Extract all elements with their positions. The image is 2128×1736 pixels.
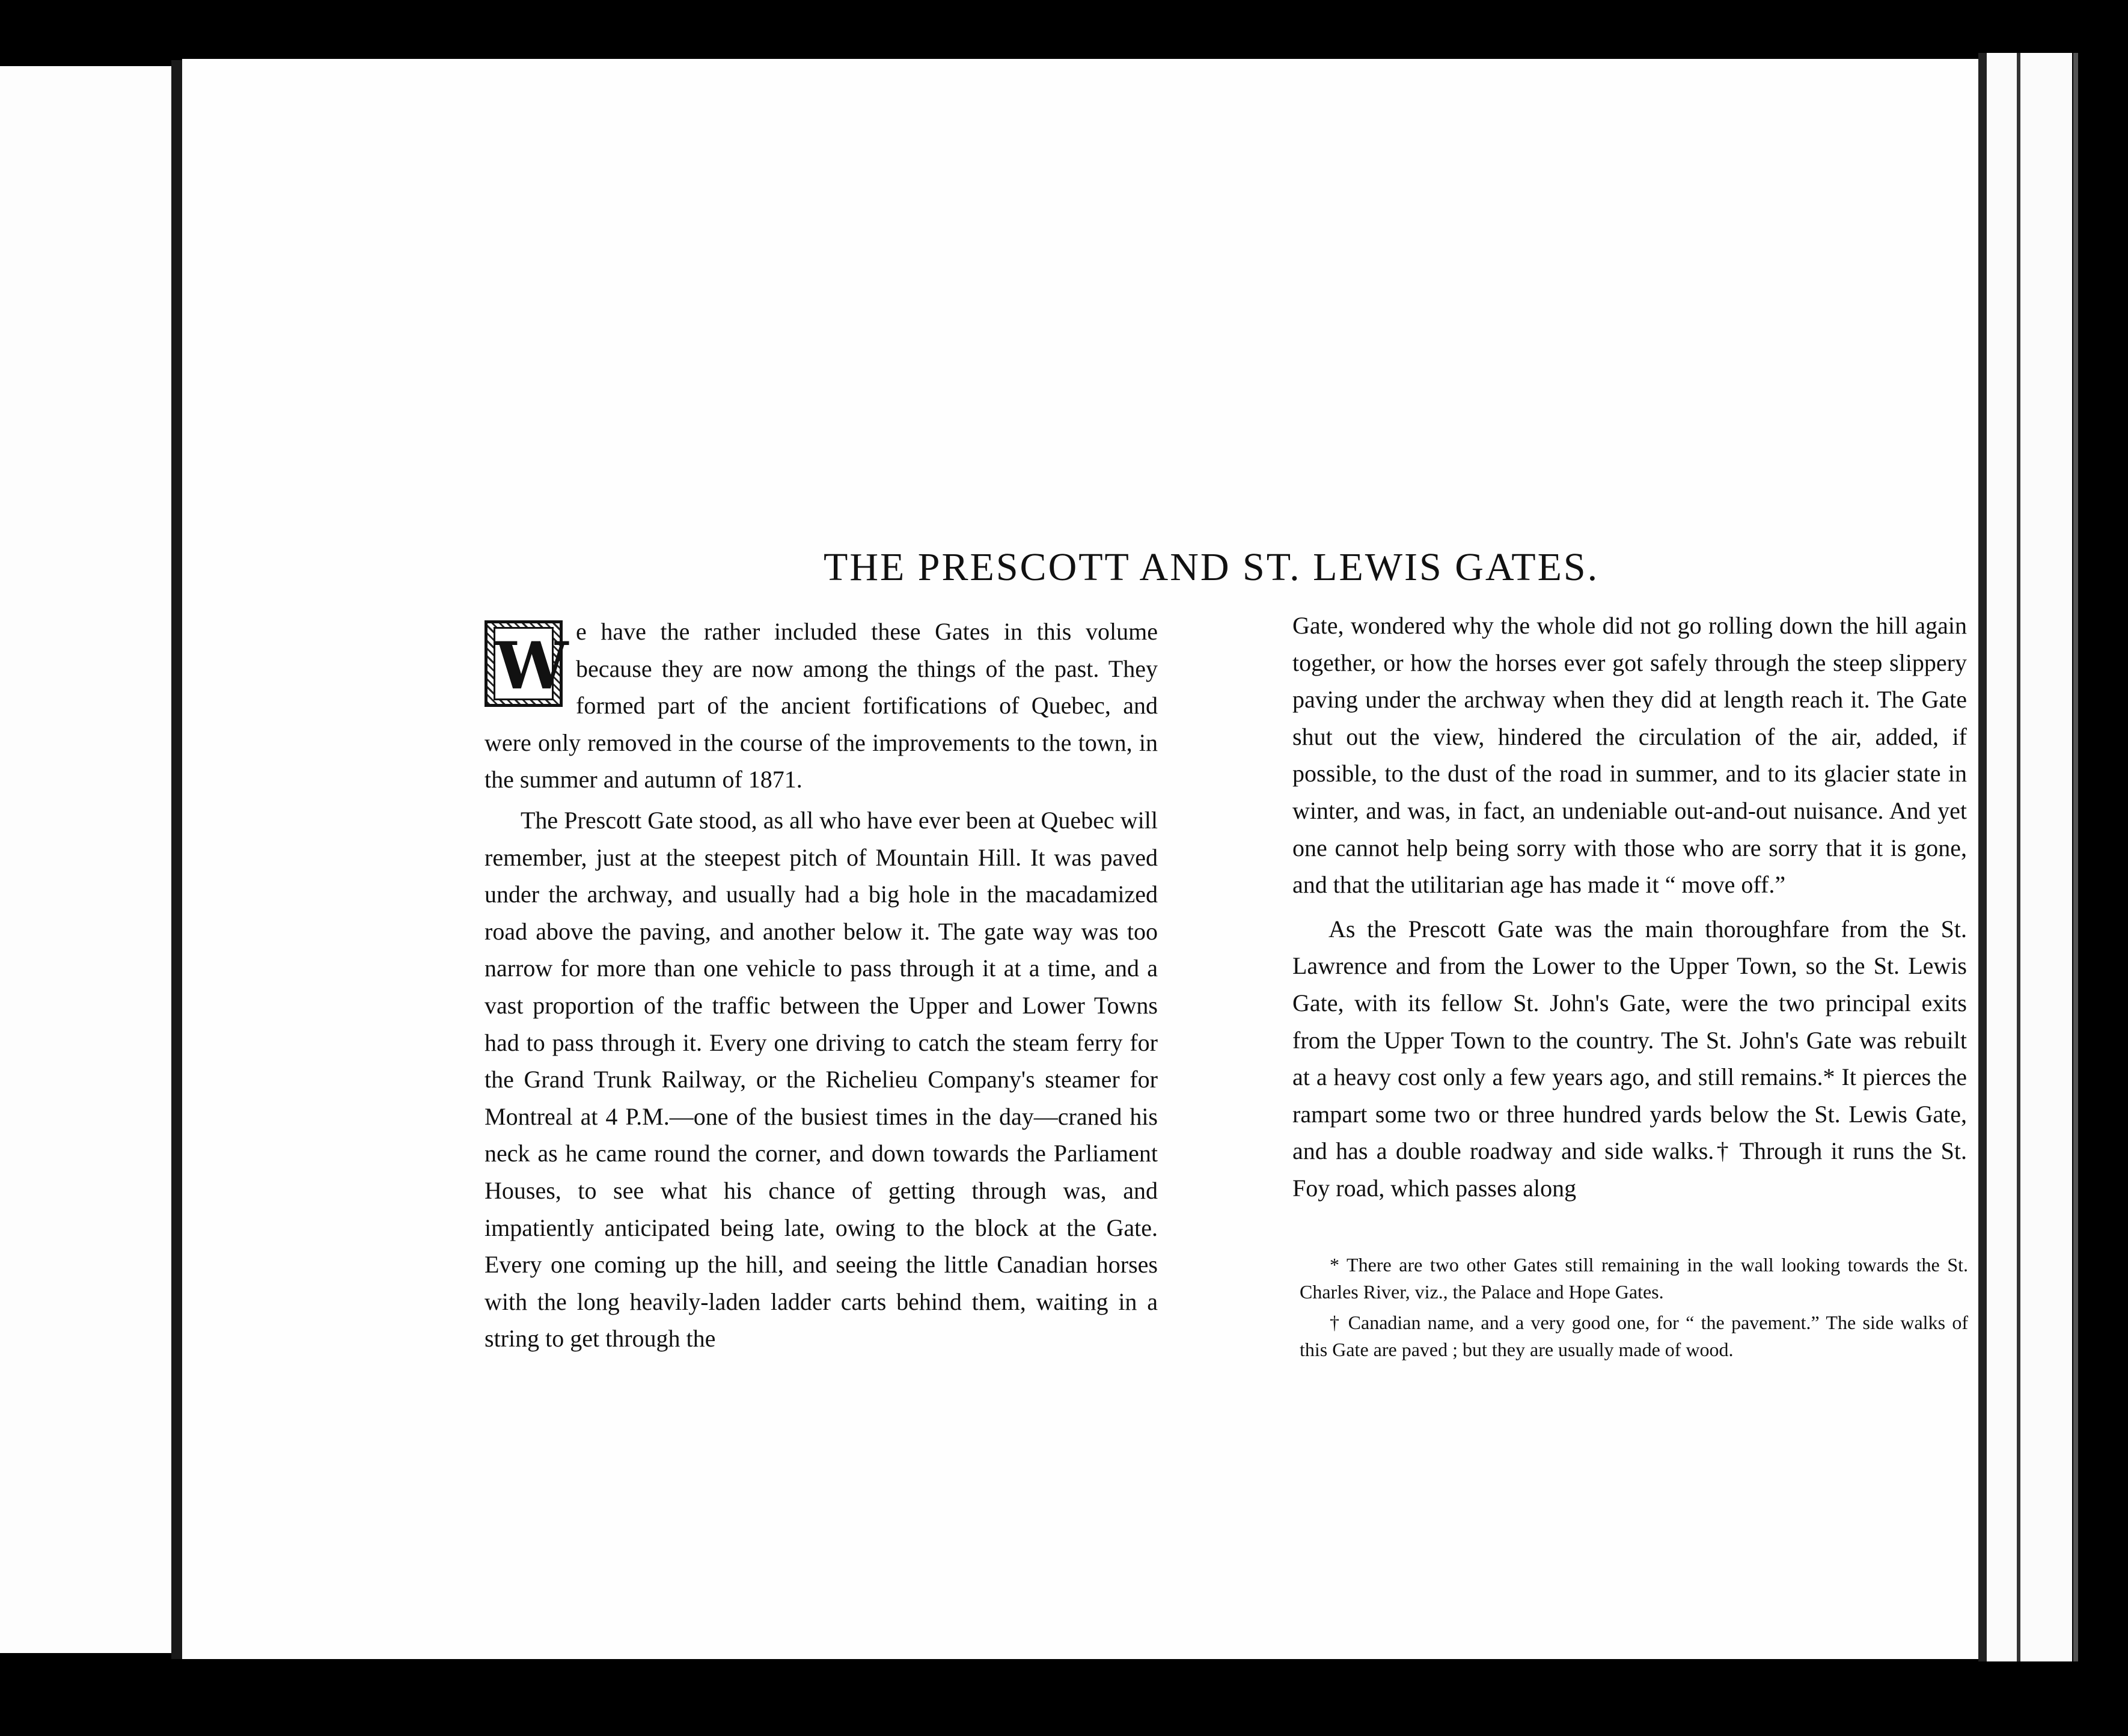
footnote-2: † Canadian name, and a very good one, for “ the pavement.” The side walks of this Gate are paved ; but they are usually made of wood.	[1300, 1312, 1968, 1360]
book-gutter	[171, 60, 182, 1659]
left-column	[485, 613, 1158, 1357]
right-column	[1292, 607, 1967, 1207]
drop-cap-ornament	[485, 620, 569, 707]
footnotes	[1300, 1252, 1968, 1363]
facing-page-edge	[0, 66, 171, 1653]
drop-cap-letter: W	[494, 627, 554, 700]
page-title: THE PRESCOTT AND ST. LEWIS GATES.	[824, 545, 1600, 590]
right-paragraph-1: Gate, wondered why the whole did not go rolling down the hill again together, or how the horses ever got safely through the steep slippery paving under the archway when they did at length reach it. The Gate shut out the view, hindered the circulation of the air, added, if possible, to the dust of the road in summer, and to its glacier state in winter, and was, in fact, an undeniable out-and-out nuisance. And yet one cannot help being sorry with those who are sorry that it is gone, and that the utilitarian age has made it “ move off.”	[1292, 612, 1967, 899]
right-paragraph-2: As the Prescott Gate was the main thoroughfare from the St. Lawrence and from the Lower to the Upper Town, so the St. Lewis Gate, with its fellow St. John's Gate, were the two principal exits from the Upper Town to the country. The St. John's Gate was rebuilt at a heavy cost only a few years ago, and still remains.* It pierces the rampart some two or three hundred yards below the St. Lewis Gate, and has a double roadway and side walks.† Through it runs the St. Foy road, which passes along	[1292, 915, 1967, 1202]
left-paragraph-2: The Prescott Gate stood, as all who have ever been at Quebec will remember, just at the steepest pitch of Mountain Hill. It was paved under the archway, and usually had a big hole in the macadamized road above the paving, and another below it. The gate way was too narrow for more than one vehicle to pass through it at a time, and a vast proportion of the traffic between the Upper and Lower Towns had to pass through it. Every one driving to catch the steam ferry for the Grand Trunk Railway, or the Richelieu Company's steamer for Montreal at 4 P.M.—one of the busiest times in the day—craned his neck as he came round the corner, and down towards the Parliament Houses, to see what his chance of getting through was, and impatiently anticipated being late, owing to the block at the Gate. Every one coming up the hill, and seeing the little Canadian horses with the long heavily-laden ladder carts behind them, waiting in a string to get through the	[485, 806, 1158, 1352]
footnote-1: * There are two other Gates still remaining in the wall looking towards the St. Charles River, viz., the Palace and Hope Gates.	[1300, 1254, 1968, 1303]
left-paragraph-1	[485, 613, 1158, 798]
page-edge-shadow	[1978, 53, 1987, 1661]
scan-edge	[2073, 53, 2078, 1661]
page-edge-line	[2017, 53, 2020, 1661]
left-paragraph-1-text: e have the rather included these Gates in this volume because they are now among the things of the past. They formed part of the ancient fortifications of Quebec, and were only removed in the course of the improvements to the town, in the summer and autumn of 1871.	[485, 618, 1158, 793]
next-page-edge	[1987, 53, 2072, 1661]
